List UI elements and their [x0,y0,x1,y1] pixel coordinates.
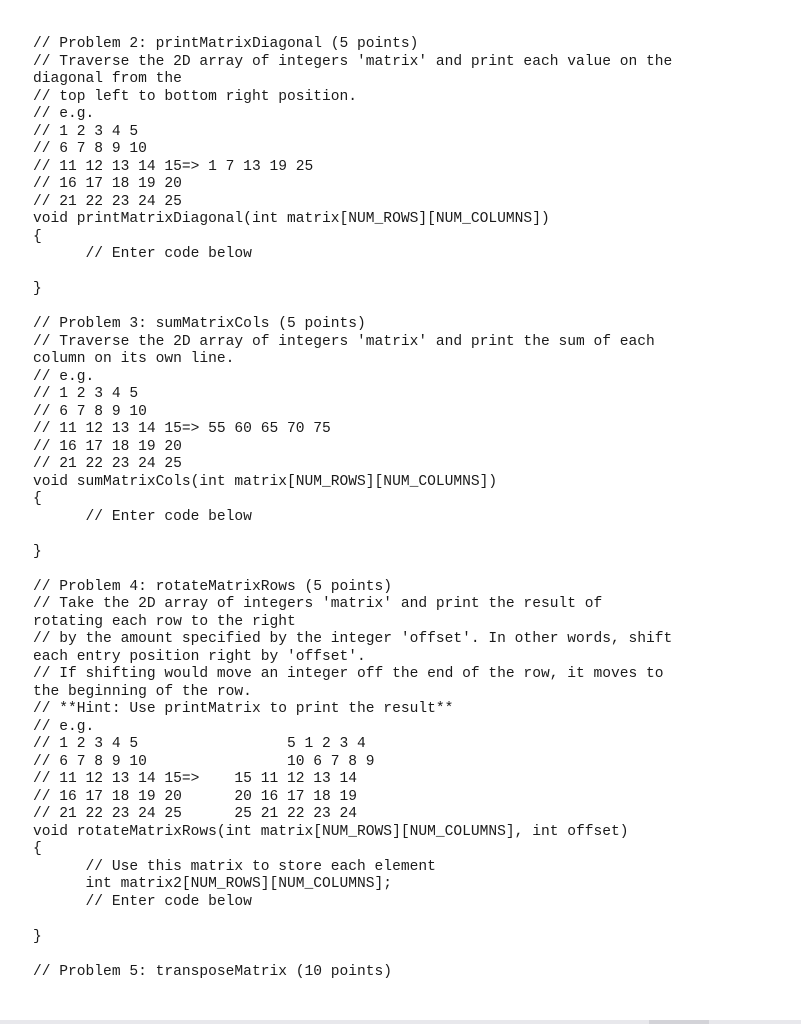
code-line: each entry position right by 'offset'. [33,648,366,665]
code-line: // 11 12 13 14 15=> 55 60 65 70 75 [33,421,331,437]
code-line: column on its own line. [33,351,235,367]
code-line: rotating each row to the right [33,613,296,630]
code-line: // Take the 2D array of integers 'matrix' and print the result of [33,596,603,612]
code-line: the beginning of the row. [33,683,252,700]
code-line: int matrix2[NUM_ROWS][NUM_COLUMNS]; [33,876,393,892]
code-line: // Enter code below [33,508,252,525]
code-line: // 1 2 3 4 5 [33,386,139,402]
code-line: // If shifting would move an integer off the end of the row, it moves to [33,666,664,682]
code-line: // Enter code below [33,246,252,262]
code-line [33,526,793,544]
code-line: // 6 7 8 9 10 [33,403,147,420]
code-line: // e.g. [33,106,95,122]
code-line: } [33,543,42,560]
code-line: // Enter code below [33,893,252,910]
code-document [33,36,793,981]
code-line [33,299,793,317]
code-line: { [33,841,42,857]
horizontal-scrollbar[interactable] [0,1020,801,1024]
code-line: // **Hint: Use printMatrix to print the result** [33,701,454,717]
code-line: // 21 22 23 24 25 [33,193,182,210]
code-line: // Traverse the 2D array of integers 'matrix' and print the sum of each [33,333,655,350]
code-line: // Traverse the 2D array of integers 'matrix' and print each value on the [33,53,673,70]
code-line: // by the amount specified by the integer 'offset'. In other words, shift [33,631,673,647]
code-line: void printMatrixDiagonal(int matrix[NUM_ROWS][NUM_COLUMNS]) [33,211,550,227]
code-line: diagonal from the [33,71,182,87]
code-line: // 6 7 8 9 10 10 6 7 8 9 [33,753,375,770]
code-line: // 11 12 13 14 15=> 1 7 13 19 25 [33,158,314,175]
code-line: // 21 22 23 24 25 25 21 22 23 24 [33,806,358,822]
code-line [33,946,793,964]
code-line: { [33,491,42,507]
code-line: // 16 17 18 19 20 20 16 17 18 19 [33,788,358,805]
code-line: // Use this matrix to store each element [33,858,436,875]
code-line: { [33,228,42,245]
code-line: } [33,281,42,297]
code-line: // 21 22 23 24 25 [33,456,182,472]
code-line [33,264,793,282]
code-line: // Problem 5: transposeMatrix (10 points) [33,963,393,980]
code-line: // 16 17 18 19 20 [33,438,182,455]
code-line: // Problem 3: sumMatrixCols (5 points) [33,316,366,332]
code-line: void sumMatrixCols(int matrix[NUM_ROWS][NUM_COLUMNS]) [33,473,498,490]
code-line: // 16 17 18 19 20 [33,176,182,192]
code-line: // top left to bottom right position. [33,88,358,105]
code-line: // e.g. [33,368,95,385]
scrollbar-thumb[interactable] [649,1020,709,1024]
code-line: // 1 2 3 4 5 [33,123,139,140]
code-line: // e.g. [33,718,95,735]
code-line: // 6 7 8 9 10 [33,141,147,157]
code-line: // 11 12 13 14 15=> 15 11 12 13 14 [33,771,358,787]
code-line: // 1 2 3 4 5 5 1 2 3 4 [33,736,366,752]
code-line [33,911,793,929]
code-line: void rotateMatrixRows(int matrix[NUM_ROWS][NUM_COLUMNS], int offset) [33,823,629,840]
code-line: // Problem 4: rotateMatrixRows (5 points) [33,578,393,595]
code-line: } [33,928,42,945]
code-line: // Problem 2: printMatrixDiagonal (5 points) [33,36,419,52]
code-line [33,561,793,579]
